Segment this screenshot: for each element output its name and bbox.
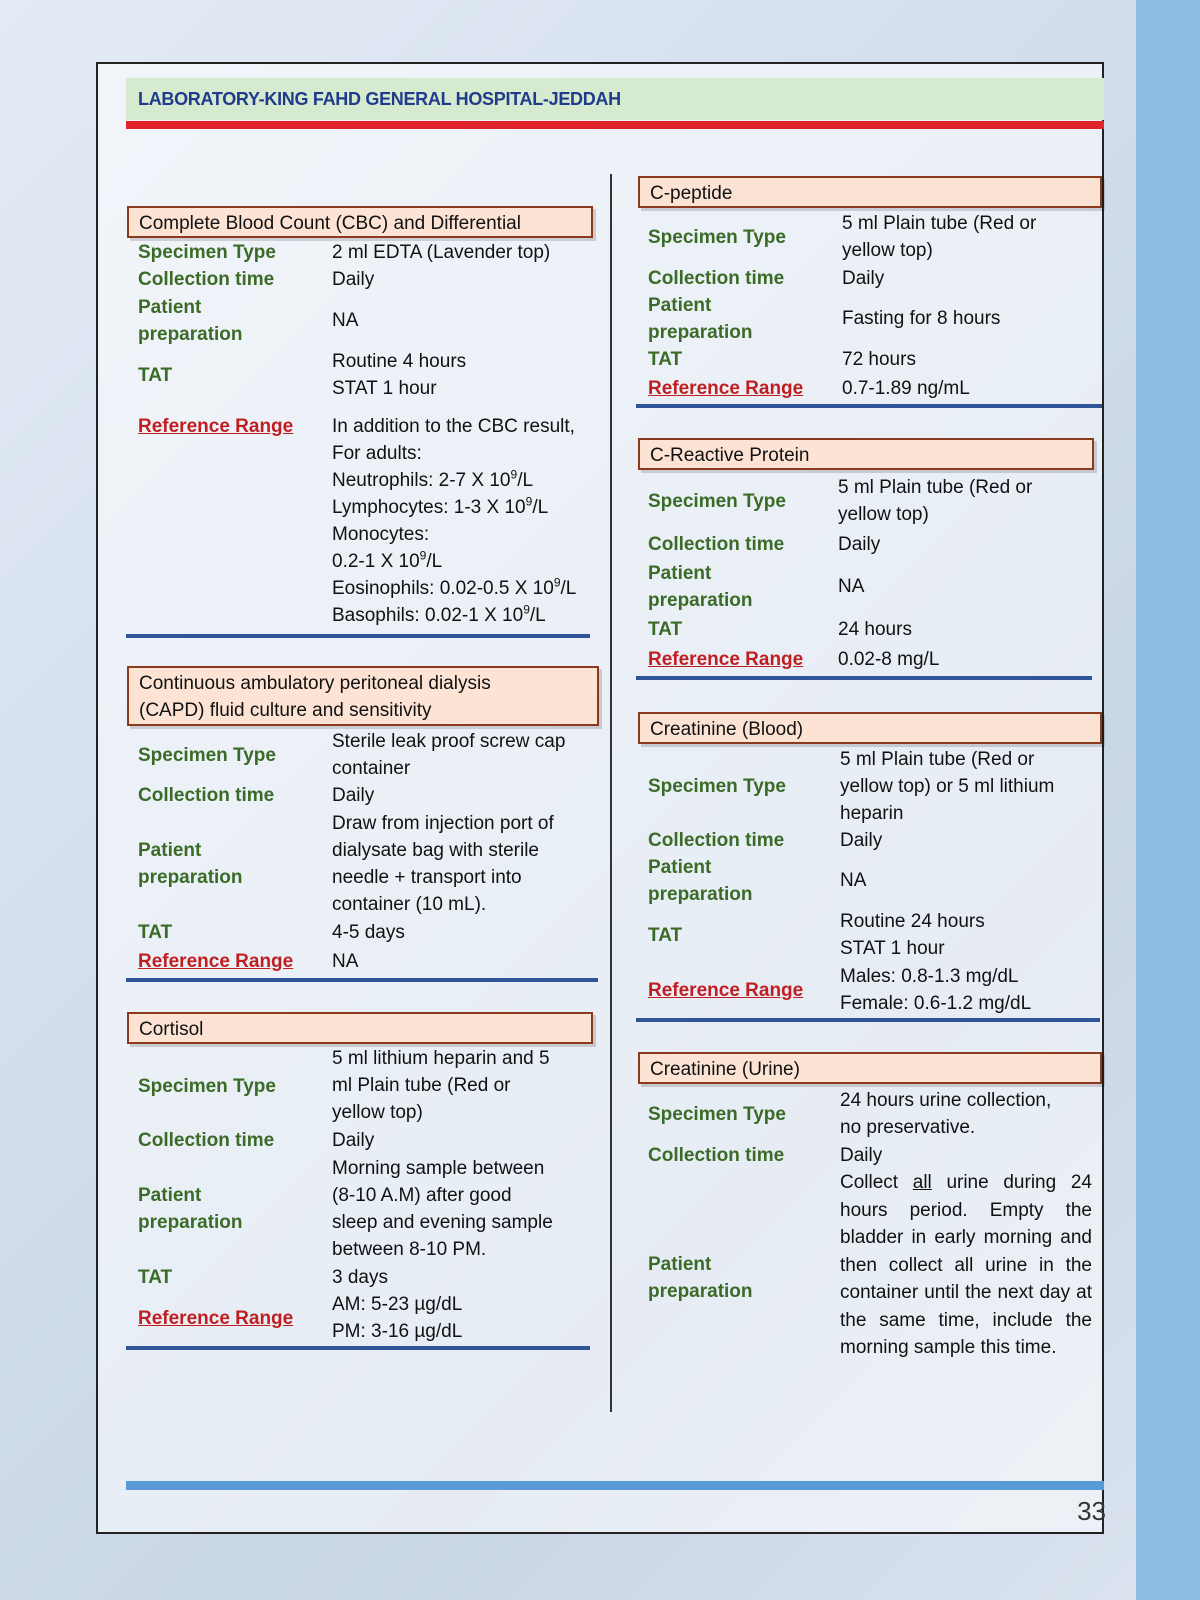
specimen-value: 5 ml Plain tube (Red or: [840, 749, 1035, 770]
patient-value: NA: [840, 870, 867, 891]
header-red-rule: [126, 121, 1104, 129]
patient-value: Fasting for 8 hours: [842, 308, 1001, 329]
reference-label: Reference Range: [138, 951, 294, 972]
tat-value: 3 days: [332, 1267, 388, 1288]
reference-label: Reference Range: [648, 980, 804, 1001]
patient-value: needle + transport into: [332, 867, 522, 888]
specimen-label: Specimen Type: [138, 242, 276, 263]
test-title: Cortisol: [127, 1012, 593, 1044]
specimen-value: Sterile leak proof screw cap: [332, 731, 566, 752]
reference-label: Reference Range: [648, 649, 804, 670]
patient-value: container (10 mL).: [332, 894, 487, 915]
specimen-label: Specimen Type: [648, 1104, 786, 1125]
patient-label: Patient: [648, 1254, 712, 1275]
reference-item: Lymphocytes: 1-3 X $10^9/L$: [332, 494, 549, 518]
reference-label: Reference Range: [138, 1308, 294, 1329]
specimen-value: yellow top) or 5 ml lithium: [840, 776, 1055, 797]
section-divider: [126, 1346, 590, 1350]
reference-label: Reference Range: [648, 378, 804, 399]
collection-label: Collection time: [138, 269, 275, 290]
specimen-value: yellow top): [838, 504, 929, 525]
specimen-label: Specimen Type: [648, 227, 786, 248]
reference-item: Eosinophils: 0.02-0.5 X $10^9/L$: [332, 575, 577, 599]
patient-value: NA: [838, 576, 865, 597]
specimen-label: Specimen Type: [138, 1076, 276, 1097]
specimen-value: yellow top): [332, 1102, 423, 1123]
collection-label: Collection time: [648, 268, 785, 289]
reference-value: AM: 5-23 µg/dL: [332, 1294, 463, 1315]
specimen-value: 2 ml EDTA (Lavender top): [332, 242, 551, 263]
specimen-value: 5 ml Plain tube (Red or: [838, 477, 1033, 498]
collection-label: Collection time: [138, 785, 275, 806]
collection-label: Collection time: [648, 830, 785, 851]
patient-label-2: preparation: [138, 324, 243, 345]
test-title: Complete Blood Count (CBC) and Differential: [127, 206, 593, 238]
collection-value: Daily: [332, 785, 375, 806]
reference-label: Reference Range: [138, 416, 294, 437]
specimen-label: Specimen Type: [138, 745, 276, 766]
patient-label-2: preparation: [138, 1212, 243, 1233]
patient-label-2: preparation: [648, 590, 753, 611]
specimen-value: 5 ml Plain tube (Red or: [842, 213, 1037, 234]
test-title: C-peptide: [638, 176, 1102, 208]
patient-label: Patient: [138, 840, 202, 861]
collection-value: Daily: [332, 1130, 375, 1151]
reference-item: 0.2-1 X $10^9/L$: [332, 548, 443, 572]
collection-label: Collection time: [138, 1130, 275, 1151]
tat-label: TAT: [648, 925, 683, 946]
collection-value: Daily: [840, 830, 883, 851]
patient-value: Draw from injection port of: [332, 813, 554, 834]
section-divider: [636, 404, 1102, 408]
tat-value: 4-5 days: [332, 922, 405, 943]
specimen-label: Specimen Type: [648, 776, 786, 797]
reference-value: NA: [332, 951, 359, 972]
tat-value: STAT 1 hour: [840, 938, 945, 959]
reference-value: PM: 3-16 µg/dL: [332, 1321, 463, 1342]
reference-item: Monocytes:: [332, 524, 430, 545]
tat-label: TAT: [138, 1267, 173, 1288]
footer-bar: [126, 1481, 1104, 1490]
collection-value: Daily: [838, 534, 881, 555]
reference-value: Males: 0.8-1.3 mg/dL: [840, 966, 1019, 987]
patient-value: Morning sample between: [332, 1158, 545, 1179]
test-title: Creatinine (Blood): [638, 712, 1102, 744]
section-divider: [636, 1018, 1100, 1022]
test-title: C-Reactive Protein: [638, 438, 1094, 470]
decorative-side-strip: [1136, 0, 1200, 1600]
patient-label-2: preparation: [648, 884, 753, 905]
patient-value: between 8-10 PM.: [332, 1239, 487, 1260]
specimen-value: ml Plain tube (Red or: [332, 1075, 511, 1096]
reference-item: Basophils: 0.02-1 X $10^9/L$: [332, 602, 546, 626]
patient-value: Collect all urine during 24 hours period. Empty the bladder in early morning and then collect all urine in the container until the next day at the same time, include the morning sample this time.: [840, 1172, 1092, 1358]
reference-value: In addition to the CBC result,: [332, 416, 575, 437]
patient-label-2: preparation: [138, 867, 243, 888]
tat-value: Routine 4 hours: [332, 351, 467, 372]
patient-label: Patient: [138, 1185, 202, 1206]
section-divider: [636, 676, 1092, 680]
collection-label: Collection time: [648, 1145, 785, 1166]
patient-label-2: preparation: [648, 1281, 753, 1302]
patient-label: Patient: [648, 563, 712, 584]
test-title: [127, 666, 599, 726]
tat-label: TAT: [138, 922, 173, 943]
patient-value: dialysate bag with sterile: [332, 840, 539, 861]
tat-label: TAT: [648, 619, 683, 640]
reference-value: 0.02-8 mg/L: [838, 649, 940, 670]
patient-value: NA: [332, 310, 359, 331]
tat-value: Routine 24 hours: [840, 911, 985, 932]
test-title-line: (CAPD) fluid culture and sensitivity: [139, 700, 432, 721]
test-title: Creatinine (Urine): [638, 1052, 1102, 1084]
collection-value: Daily: [332, 269, 375, 290]
specimen-value: no preservative.: [840, 1117, 976, 1138]
reference-value: For adults:: [332, 443, 422, 464]
specimen-value: 5 ml lithium heparin and 5: [332, 1048, 550, 1069]
specimen-value: yellow top): [842, 240, 933, 261]
patient-label: Patient: [648, 295, 712, 316]
collection-label: Collection time: [648, 534, 785, 555]
collection-value: Daily: [842, 268, 885, 289]
reference-value: 0.7-1.89 ng/mL: [842, 378, 970, 399]
reference-item: Neutrophils: 2-7 X $10^9/L$: [332, 467, 534, 491]
specimen-label: Specimen Type: [648, 491, 786, 512]
tat-value: 24 hours: [838, 619, 912, 640]
specimen-value: 24 hours urine collection,: [840, 1090, 1052, 1111]
header-band: [126, 78, 1104, 120]
collection-value: Daily: [840, 1145, 883, 1166]
header-title: LABORATORY-KING FAHD GENERAL HOSPITAL-JEDDAH: [138, 89, 621, 109]
tat-label: TAT: [648, 349, 683, 370]
patient-label-2: preparation: [648, 322, 753, 343]
section-divider: [126, 978, 598, 982]
page-number: 33: [1077, 1496, 1106, 1526]
tat-value: 72 hours: [842, 349, 916, 370]
column-divider: [610, 174, 612, 1412]
reference-value: Female: 0.6-1.2 mg/dL: [840, 993, 1032, 1014]
test-title-line: Continuous ambulatory peritoneal dialysis: [139, 673, 491, 694]
patient-value: sleep and evening sample: [332, 1212, 553, 1233]
tat-value: STAT 1 hour: [332, 378, 437, 399]
patient-label: Patient: [138, 297, 202, 318]
specimen-value: container: [332, 758, 411, 779]
patient-label: Patient: [648, 857, 712, 878]
section-divider: [126, 634, 590, 638]
specimen-value: heparin: [840, 803, 904, 824]
tat-label: TAT: [138, 365, 173, 386]
patient-value: (8-10 A.M) after good: [332, 1185, 512, 1206]
